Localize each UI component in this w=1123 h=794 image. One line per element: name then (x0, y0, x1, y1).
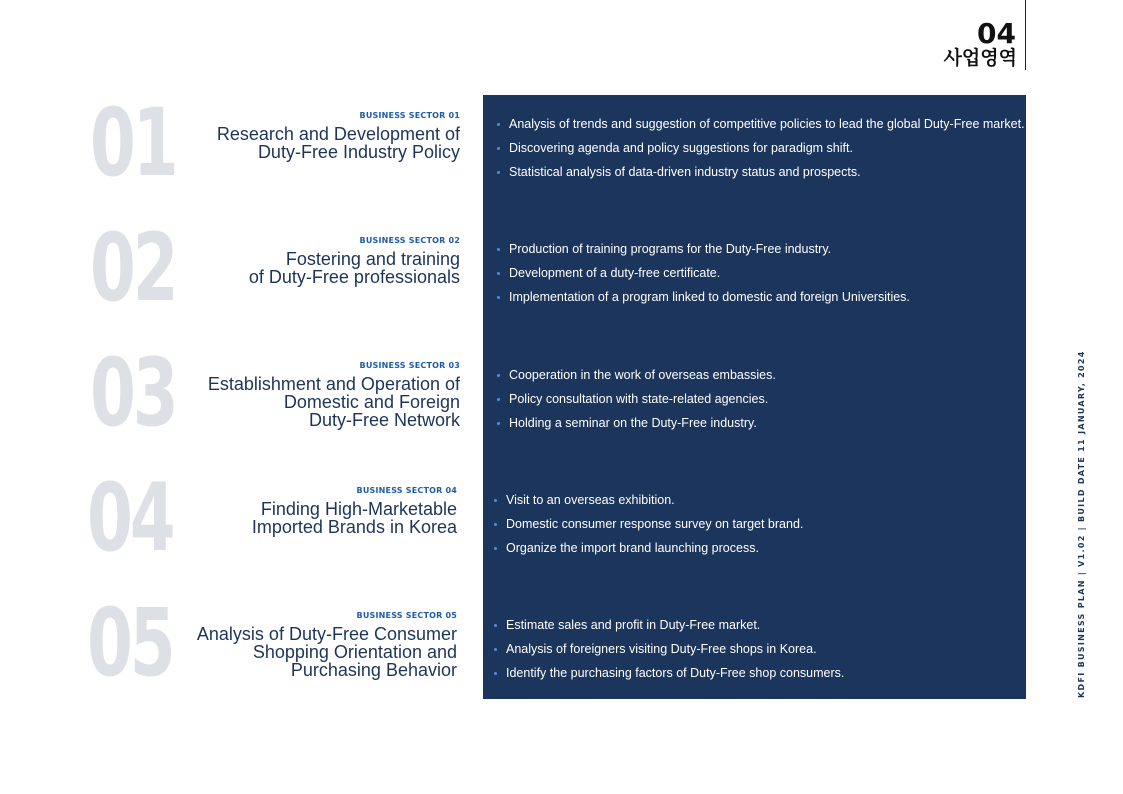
bullet-item: Cooperation in the work of overseas embassies. (497, 367, 776, 391)
bullet-dot-icon (497, 123, 500, 126)
bullet-item: Estimate sales and profit in Duty-Free market. (494, 617, 844, 641)
bullet-dot-icon (497, 248, 500, 251)
bullet-item: Statistical analysis of data-driven industry status and prospects. (497, 164, 1025, 188)
sector-big-number: 02 (90, 214, 176, 323)
bullet-item: Analysis of foreigners visiting Duty-Free shops in Korea. (494, 641, 844, 665)
section-title: 사업영역 (943, 47, 1017, 69)
bullet-dot-icon (497, 296, 500, 299)
sector-title: Establishment and Operation of Domestic and Foreign Duty-Free Network (207, 374, 460, 430)
sector-1 (0, 89, 483, 220)
sector-title: Fostering and training of Duty-Free professionals (248, 249, 460, 287)
sector-title: Research and Development of Duty-Free Industry Policy (216, 124, 460, 162)
header-divider (1025, 0, 1026, 70)
sector-title: Analysis of Duty-Free Consumer Shopping Orientation and Purchasing Behavior (196, 624, 457, 680)
sector-title: Finding High-Marketable Imported Brands in Korea (251, 499, 457, 537)
sector-3 (0, 339, 483, 470)
sector-5 (0, 589, 483, 720)
document-footer-vertical: KDFI BUSINESS PLAN | V1.02 | BUILD DATE 11 JANUARY, 2024 (1077, 350, 1086, 698)
bullet-dot-icon (494, 547, 497, 550)
page-number: 04 (977, 17, 1016, 50)
bullet-item: Production of training programs for the Duty-Free industry. (497, 241, 910, 265)
bullet-dot-icon (497, 398, 500, 401)
bullet-item: Development of a duty-free certificate. (497, 265, 910, 289)
bullet-item: Organize the import brand launching process. (494, 540, 803, 564)
sector-label: BUSINESS SECTOR 05 (356, 611, 457, 620)
sector-label: BUSINESS SECTOR 03 (359, 361, 460, 370)
bullet-item: Domestic consumer response survey on target brand. (494, 516, 803, 540)
bullet-dot-icon (494, 499, 497, 502)
sector-5-bullets (494, 617, 844, 689)
sector-4 (0, 464, 483, 595)
bullet-dot-icon (497, 422, 500, 425)
bullet-dot-icon (494, 648, 497, 651)
sector-2-bullets (497, 241, 910, 313)
bullet-item: Holding a seminar on the Duty-Free industry. (497, 415, 776, 439)
bullet-dot-icon (497, 374, 500, 377)
sector-label: BUSINESS SECTOR 04 (356, 486, 457, 495)
bullet-dot-icon (497, 272, 500, 275)
bullet-item: Discovering agenda and policy suggestions for paradigm shift. (497, 140, 1025, 164)
sector-big-number: 05 (87, 589, 173, 698)
bullet-dot-icon (497, 147, 500, 150)
sector-label: BUSINESS SECTOR 02 (359, 236, 460, 245)
bullet-item: Analysis of trends and suggestion of competitive policies to lead the global Duty-Free market. (497, 116, 1025, 140)
sector-3-bullets (497, 367, 776, 439)
bullet-item: Policy consultation with state-related agencies. (497, 391, 776, 415)
sector-2 (0, 214, 483, 345)
sector-big-number: 03 (90, 339, 176, 448)
sector-big-number: 04 (87, 464, 173, 573)
sector-1-bullets (497, 116, 1025, 188)
sector-label: BUSINESS SECTOR 01 (359, 111, 460, 120)
bullet-item: Identify the purchasing factors of Duty-Free shop consumers. (494, 665, 844, 689)
bullet-dot-icon (497, 171, 500, 174)
bullet-dot-icon (494, 624, 497, 627)
bullet-dot-icon (494, 523, 497, 526)
bullet-dot-icon (494, 672, 497, 675)
sector-big-number: 01 (90, 89, 176, 198)
bullet-item: Implementation of a program linked to domestic and foreign Universities. (497, 289, 910, 313)
sector-4-bullets (494, 492, 803, 564)
bullet-item: Visit to an overseas exhibition. (494, 492, 803, 516)
